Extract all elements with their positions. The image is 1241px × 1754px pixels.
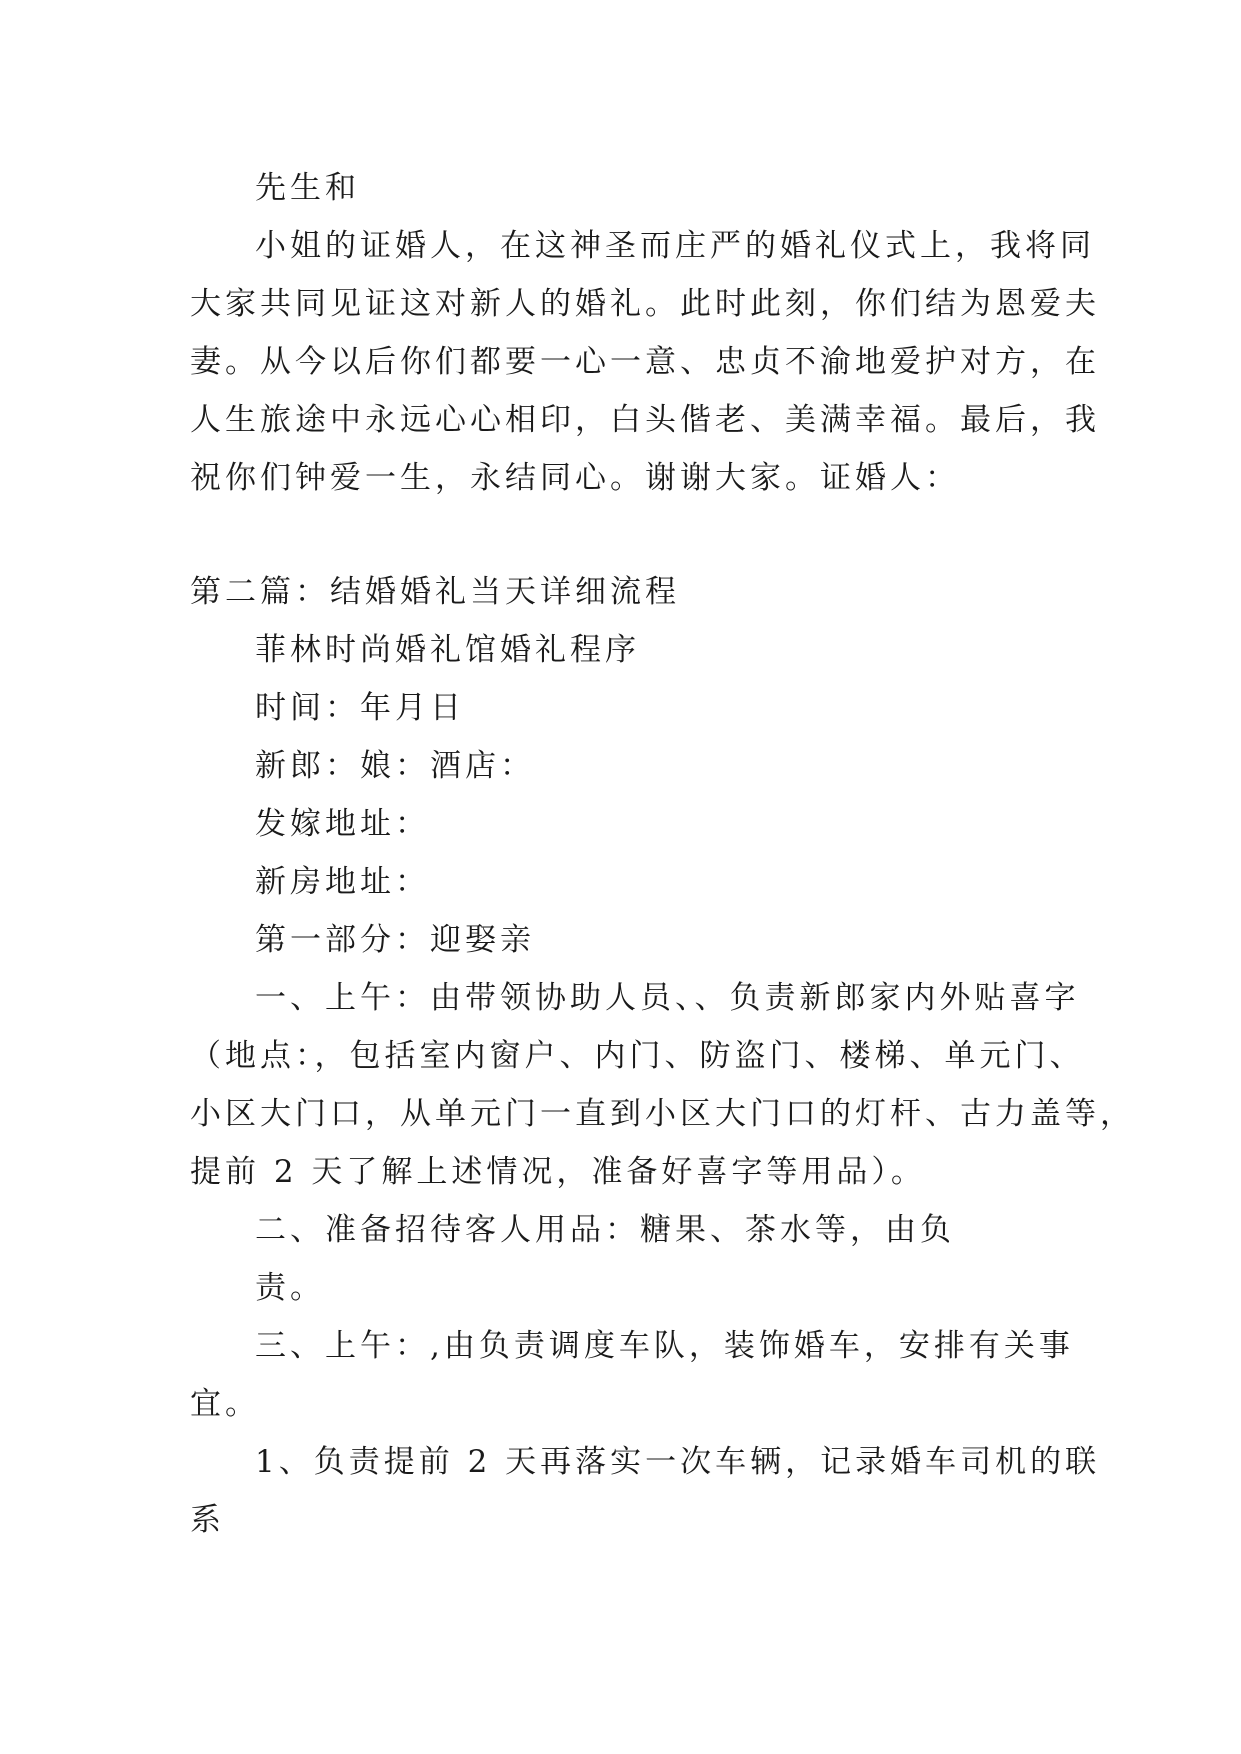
text-line: 人生旅途中永远心心相印，白头偕老、美满幸福。最后，我: [190, 402, 1100, 438]
text-line: 责。: [255, 1270, 325, 1306]
text-line: 发嫁地址：: [255, 806, 430, 842]
text-line: 大家共同见证这对新人的婚礼。此时此刻，你们结为恩爱夫: [190, 286, 1100, 322]
text-line: 1、负责提前 2 天再落实一次车辆，记录婚车司机的联: [255, 1444, 1101, 1480]
text-line: 一、上午：由带领协助人员、、负责新郎家内外贴喜字: [255, 980, 1080, 1016]
text-line: 先生和: [255, 170, 360, 206]
text-line: 新郎：娘：酒店：: [255, 748, 535, 784]
text-line: （地点：，包括室内窗户、内门、防盗门、楼梯、单元门、: [190, 1038, 1085, 1074]
text-line: 妻。从今以后你们都要一心一意、忠贞不渝地爱护对方，在: [190, 344, 1100, 380]
text-line: 二、准备招待客人用品：糖果、茶水等，由负: [255, 1212, 955, 1248]
text-line: 第一部分：迎娶亲: [255, 922, 535, 958]
section-heading: 第二篇：结婚婚礼当天详细流程: [190, 574, 680, 610]
text-line: 提前 2 天了解上述情况，准备好喜字等用品）。: [190, 1154, 926, 1190]
text-line: 小姐的证婚人，在这神圣而庄严的婚礼仪式上，我将同: [255, 228, 1095, 264]
text-line: 系: [190, 1502, 225, 1538]
text-line: 宜。: [190, 1386, 260, 1422]
text-line: 祝你们钟爱一生，永结同心。谢谢大家。证婚人：: [190, 460, 960, 496]
text-line: 三、上午：,由负责调度车队，装饰婚车，安排有关事: [255, 1328, 1074, 1364]
text-line: 菲林时尚婚礼馆婚礼程序: [255, 632, 640, 668]
text-line: 时间：年月日: [255, 690, 465, 726]
text-line: 新房地址：: [255, 864, 430, 900]
text-line: 小区大门口，从单元门一直到小区大门口的灯杆、古力盖等，: [190, 1096, 1135, 1132]
